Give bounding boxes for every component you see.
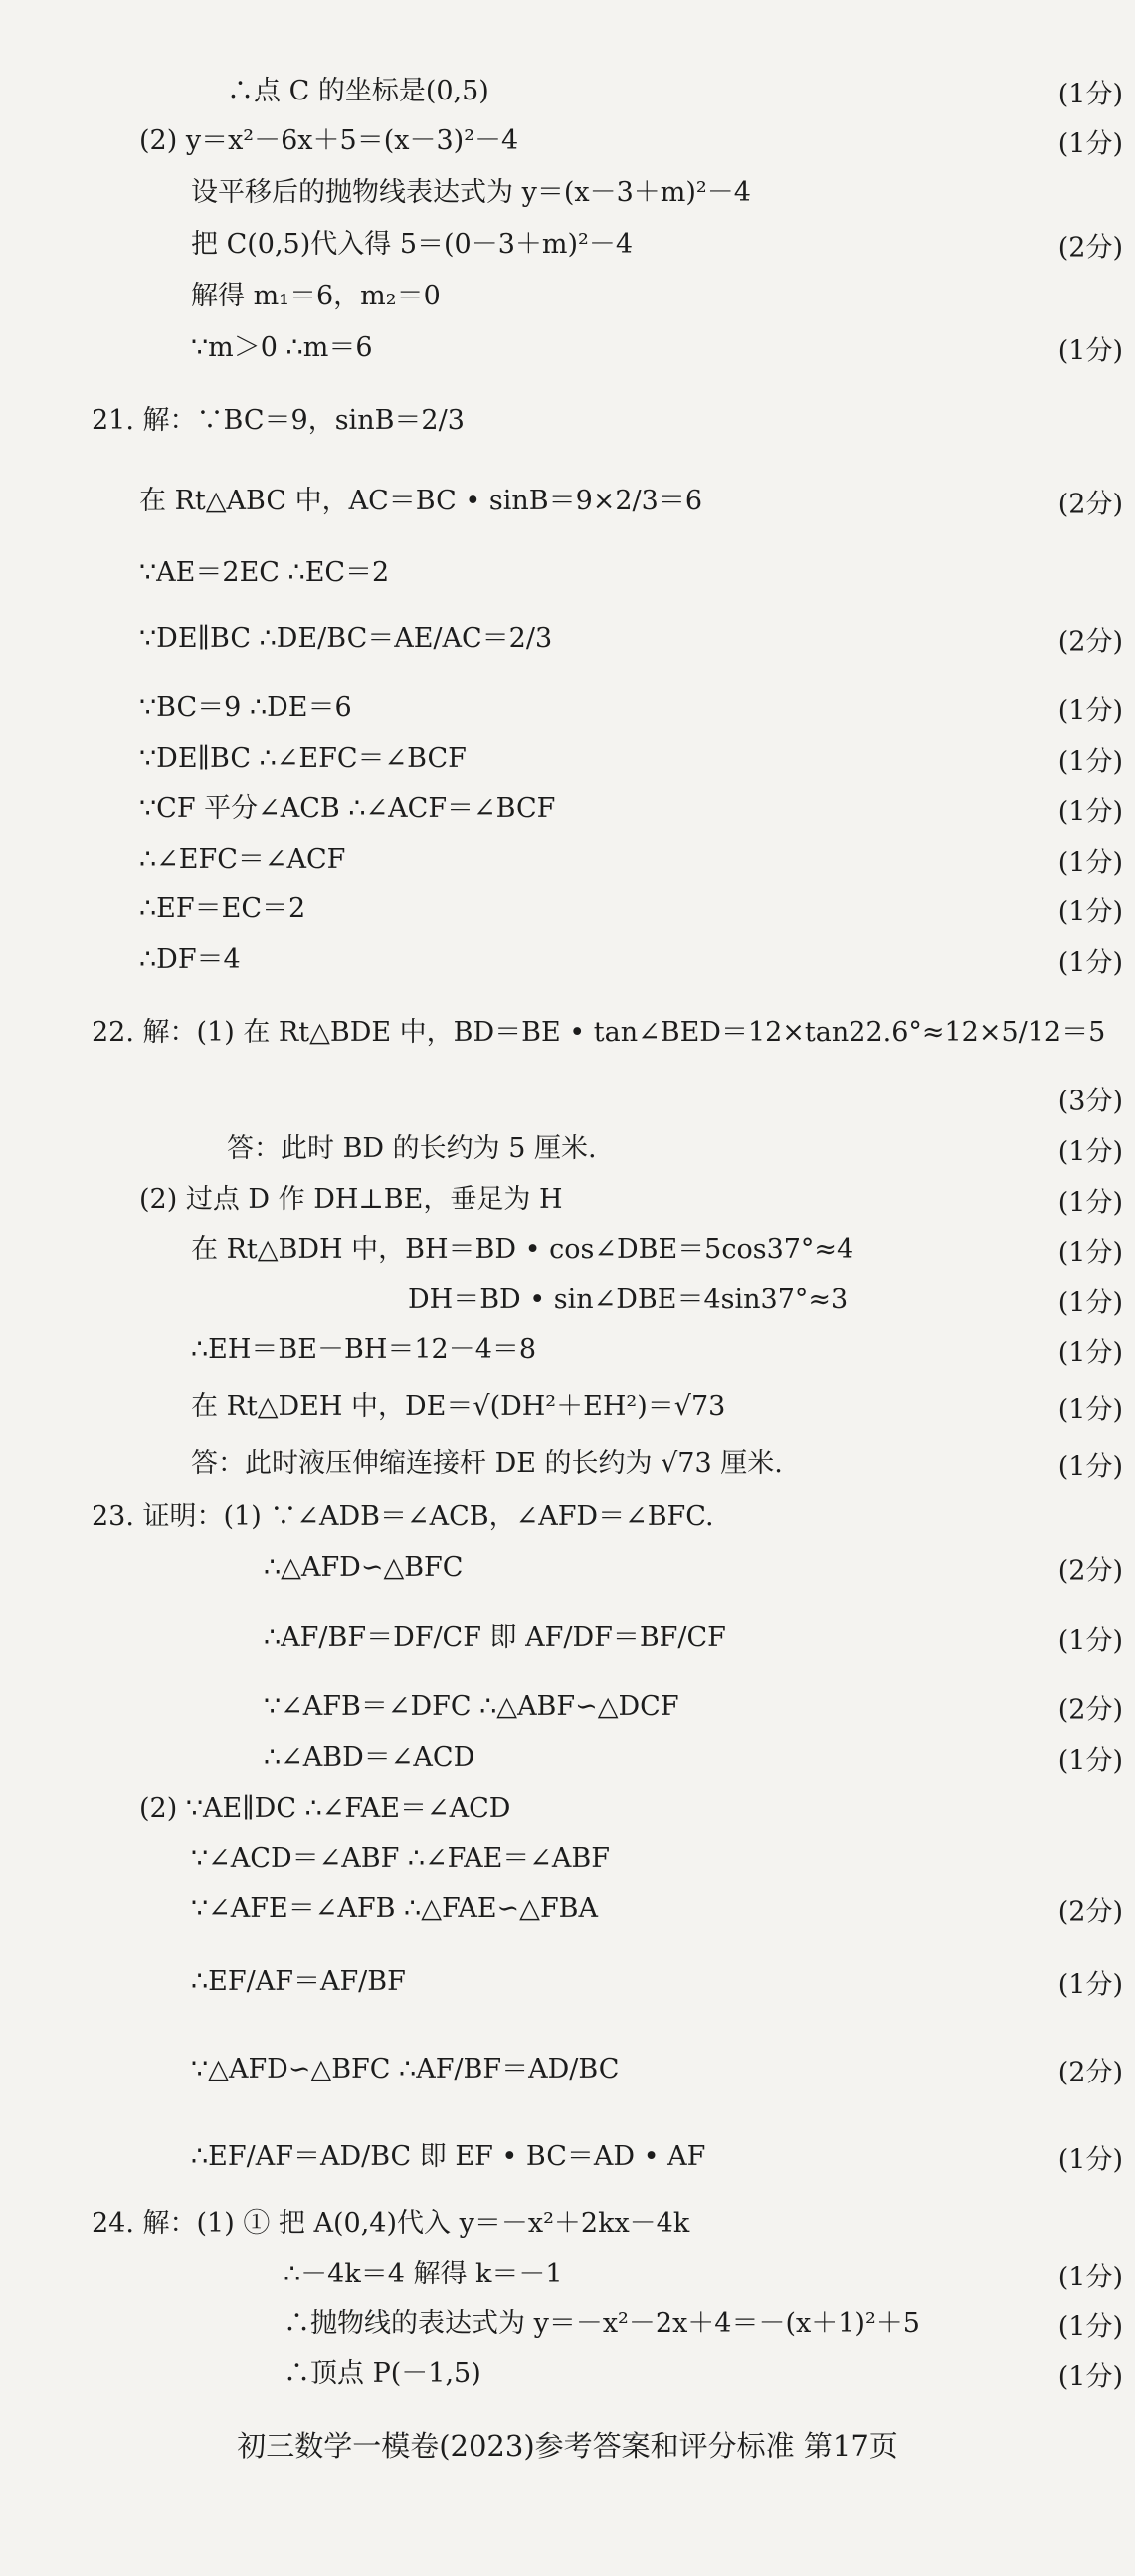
line-20 [0,1172,1135,1228]
score-label: (1分) [1057,1337,1123,1369]
line-text: 在 Rt△DEH 中，DE＝√(DH²＋EH²)＝√73 [191,1390,726,1422]
line-4 [0,217,1135,273]
score-label: (1分) [1057,847,1123,879]
score-label: (1分) [1057,2262,1123,2293]
line-text: 答：此时 BD 的长约为 5 厘米. [227,1132,597,1164]
line-text: 把 C(0,5)代入得 5＝(0－3＋m)²－4 [191,228,634,260]
score-label: (1分) [1057,1451,1123,1483]
score-label: (1分) [1057,1136,1123,1168]
score-label: (1分) [1057,1237,1123,1269]
score-label: (1分) [1057,1394,1123,1426]
line-text: ∵DE∥BC ∴∠EFC＝∠BCF [139,742,467,774]
line-text: ∴抛物线的表达式为 y＝－x²－2x＋4＝－(x＋1)²＋5 [284,2307,920,2339]
line-text: 22. 解：(1) 在 Rt△BDE 中，BD＝BE • tan∠BED＝12×tan22.6°≈12×5/12＝5 [92,1016,1106,1048]
line-7 [0,393,1135,449]
line-36 [0,2129,1135,2185]
line-27 [0,1540,1135,1596]
line-10 [0,611,1135,667]
score-label: (1分) [1057,947,1123,979]
score-label: (2分) [1057,1555,1123,1587]
line-2 [0,113,1135,169]
line-34 [0,1954,1135,2010]
line-32 [0,1831,1135,1886]
line-12 [0,731,1135,787]
score-label: (1分) [1057,2311,1123,2343]
line-text: ∵CF 平分∠ACB ∴∠ACF＝∠BCF [139,792,556,824]
line-text: ∴EH＝BE－BH＝12－4＝8 [191,1333,537,1365]
line-22 [0,1273,1135,1328]
line-39 [0,2296,1135,2352]
score-label: (2分) [1057,1694,1123,1726]
score-label: (2分) [1057,2057,1123,2088]
line-text: ∵∠AFB＝∠DFC ∴△ABF∽△DCF [264,1690,679,1722]
line-text: 解得 m₁＝6，m₂＝0 [191,280,441,311]
score-label: (1分) [1057,1969,1123,2001]
line-28 [0,1610,1135,1666]
score-label: (1分) [1057,1288,1123,1319]
line-text: (2) ∵AE∥DC ∴∠FAE＝∠ACD [139,1792,511,1824]
line-text: ∴EF/AF＝AF/BF [191,1965,406,1997]
score-label: (1分) [1057,1187,1123,1219]
line-text: (2) y＝x²－6x＋5＝(x－3)²－4 [139,124,519,156]
line-1 [0,64,1135,119]
line-21 [0,1222,1135,1278]
line-29 [0,1680,1135,1735]
line-text: ∴△AFD∽△BFC [264,1551,464,1583]
score-label: (2分) [1057,1896,1123,1928]
line-19 [0,1121,1135,1177]
line-33 [0,1882,1135,1937]
line-text: ∵△AFD∽△BFC ∴AF/BF＝AD/BC [191,2053,620,2084]
line-text: ∴－4k＝4 解得 k＝－1 [284,2258,563,2289]
line-37 [0,2196,1135,2252]
line-40 [0,2346,1135,2402]
line-text: 在 Rt△BDH 中，BH＝BD • cos∠DBE＝5cos37°≈4 [191,1233,854,1265]
line-text: 21. 解：∵BC＝9，sinB＝2/3 [92,404,465,436]
line-text: ∴DF＝4 [139,943,241,975]
line-11 [0,681,1135,736]
line-text: ∵BC＝9 ∴DE＝6 [139,692,352,723]
score-label: (1分) [1057,796,1123,828]
line-text: ∴顶点 P(－1,5) [284,2357,481,2389]
score-label: (1分) [1057,128,1123,160]
line-6 [0,320,1135,376]
line-text: 在 Rt△ABC 中，AC＝BC • sinB＝9×2/3＝6 [139,485,703,516]
line-13 [0,781,1135,837]
score-label: (1分) [1057,746,1123,778]
line-15 [0,882,1135,937]
line-text: ∵DE∥BC ∴DE/BC＝AE/AC＝2/3 [139,622,553,654]
line-text: ∴AF/BF＝DF/CF 即 AF/DF＝BF/CF [264,1621,726,1653]
score-label: (1分) [1057,695,1123,727]
page-footer: 初三数学一模卷(2023)参考答案和评分标准 第17页 [237,2429,898,2463]
score-label: (1分) [1057,2361,1123,2393]
line-8 [0,474,1135,529]
score-label: (2分) [1057,232,1123,264]
score-label: (2分) [1057,489,1123,520]
line-text: ∴EF/AF＝AD/BC 即 EF • BC＝AD • AF [191,2140,706,2172]
line-25 [0,1436,1135,1491]
score-label: (1分) [1057,335,1123,367]
line-text: ∵∠ACD＝∠ABF ∴∠FAE＝∠ABF [191,1842,610,1874]
line-38 [0,2247,1135,2302]
line-text: ∴∠EFC＝∠ACF [139,843,346,875]
line-text: ∵AE＝2EC ∴EC＝2 [139,556,390,588]
line-16 [0,932,1135,988]
line-text: ∴点 C 的坐标是(0,5) [227,75,489,106]
line-text: ∴EF＝EC＝2 [139,892,306,924]
line-text: 24. 解：(1) ① 把 A(0,4)代入 y＝－x²＋2kx－4k [92,2207,690,2239]
line-31 [0,1781,1135,1837]
line-text: 答：此时液压伸缩连接杆 DE 的长约为 √73 厘米. [191,1447,783,1479]
score-label: (2分) [1057,626,1123,658]
line-text: ∴∠ABD＝∠ACD [264,1741,475,1773]
line-24 [0,1379,1135,1435]
line-text: ∵m＞0 ∴m＝6 [191,331,373,363]
line-text: 设平移后的抛物线表达式为 y＝(x－3＋m)²－4 [191,176,751,208]
line-30 [0,1730,1135,1786]
line-text: ∵∠AFE＝∠AFB ∴△FAE∽△FBA [191,1892,599,1924]
score-label: (1分) [1057,2144,1123,2176]
line-3 [0,165,1135,221]
line-text: DH＝BD • sin∠DBE＝4sin37°≈3 [408,1284,849,1315]
line-9 [0,545,1135,601]
line-23 [0,1322,1135,1378]
score-label: (3分) [1057,1086,1123,1117]
line-text: (2) 过点 D 作 DH⊥BE，垂足为 H [139,1183,563,1215]
score-label: (1分) [1057,1745,1123,1777]
line-text: 23. 证明：(1) ∵∠ADB＝∠ACB，∠AFD＝∠BFC. [92,1500,714,1532]
line-26 [0,1489,1135,1545]
line-5 [0,269,1135,324]
score-label: (1分) [1057,79,1123,110]
score-label: (1分) [1057,896,1123,928]
line-35 [0,2042,1135,2097]
line-14 [0,832,1135,888]
line-18 [0,1071,1135,1126]
line-17 [0,1005,1135,1061]
score-label: (1分) [1057,1625,1123,1657]
